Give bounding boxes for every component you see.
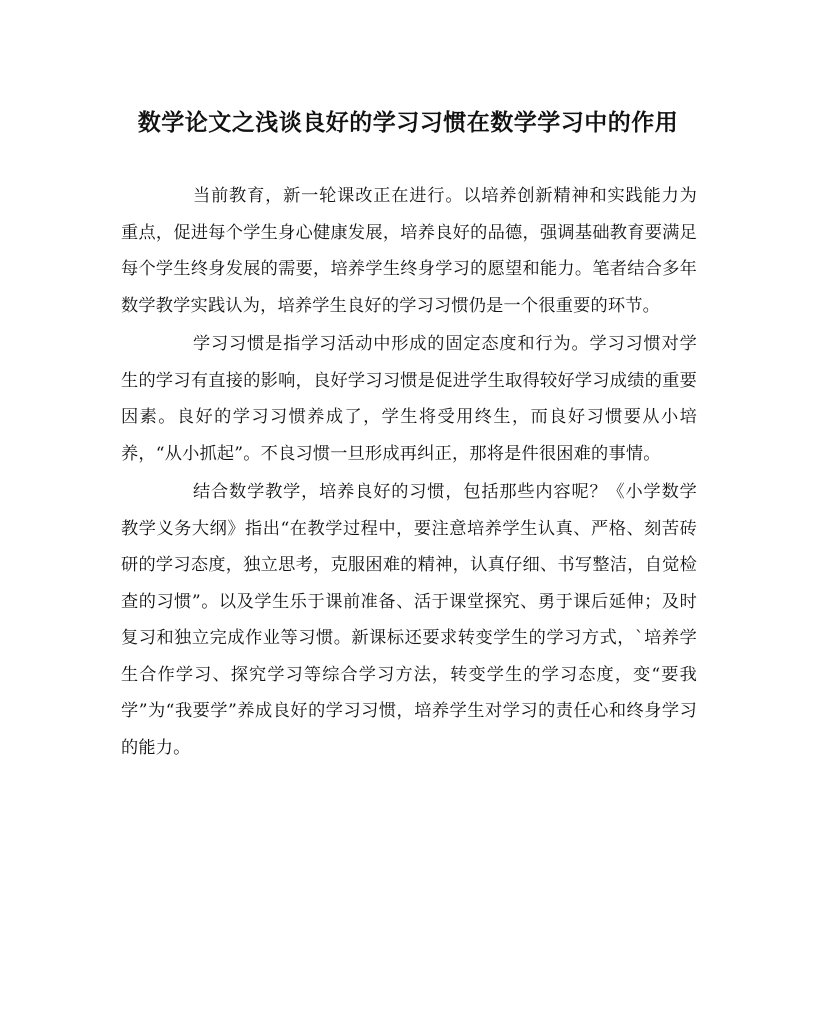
paragraph-2: 学习习惯是指学习活动中形成的固定态度和行为。学习习惯对学生的学习有直接的影响，良好学习习惯是促进学生取得较好学习成绩的重要因素。良好的学习习惯养成了，学生将受用终生，而良好习惯要从小培养，“从小抓起”。不良习惯一旦形成再纠正，那将是件很困难的事情。 (121, 334, 697, 464)
document-body (121, 178, 697, 768)
paragraph-1: 当前教育，新一轮课改正在进行。以培养创新精神和实践能力为重点，促进每个学生身心健康发展，培养良好的品德，强调基础教育要满足每个学生终身发展的需要，培养学生终身学习的愿望和能力。笔者结合多年数学教学实践认为，培养学生良好的学习习惯仍是一个很重要的环节。 (121, 186, 697, 316)
document-title: 数学论文之浅谈良好的学习习惯在数学学习中的作用 (137, 109, 679, 136)
paragraph-3: 结合数学教学，培养良好的习惯，包括那些内容呢？《小学数学教学义务大纲》指出“在教学过程中，要注意培养学生认真、严格、刻苦砖研的学习态度，独立思考，克服困难的精神，认真仔细、书写整洁，自觉检查的习惯”。以及学生乐于课前准备、活于课堂探究、勇于课后延伸；及时复习和独立完成作业等习惯。新课标还要求转变学生的学习方式，`培养学生合作学习、探究学习等综合学习方法，转变学生的学习态度，变“要我学”为“我要学”养成良好的学习习惯，培养学生对学习的责任心和终身学习的能力。 (121, 482, 697, 758)
